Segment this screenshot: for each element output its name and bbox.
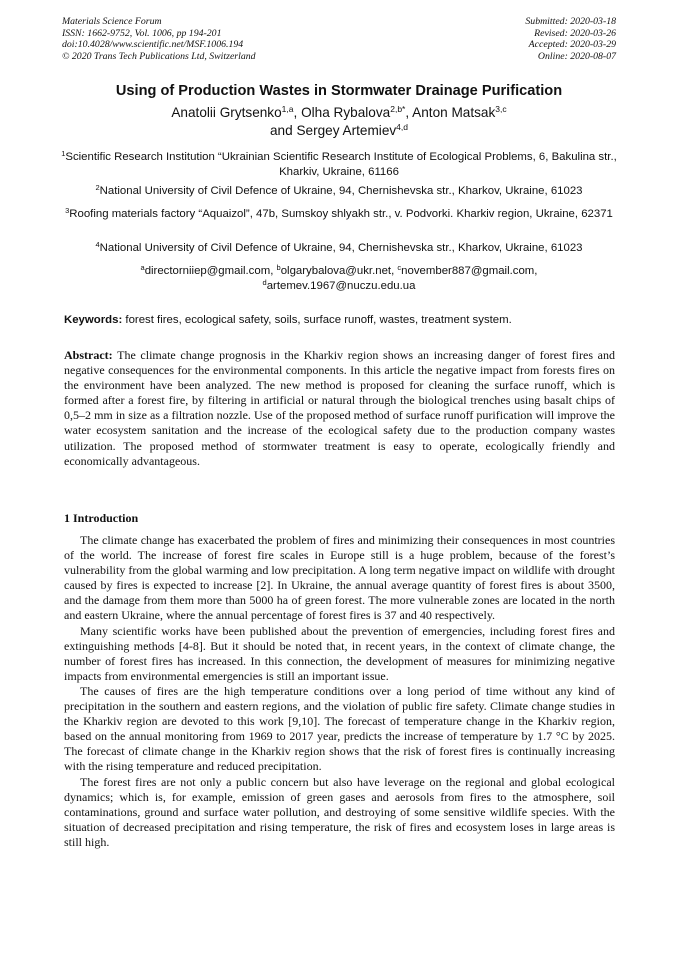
date-submitted: Submitted: 2020-03-18	[525, 16, 616, 27]
affiliation-text: Scientific Research Institution “Ukrainian Scientific Research Institute of Ecological Problems, 6, Bakulina str., Kharkiv, Ukraine, 61166	[65, 151, 617, 178]
email-mark: d	[262, 278, 267, 287]
introduction-body	[64, 533, 615, 850]
affiliation-text: National University of Civil Defence of Ukraine, 94, Chernishevska str., Kharkov, Ukraine, 61023	[99, 242, 583, 254]
affiliation-mark: 4	[95, 240, 100, 249]
affiliation-text: National University of Civil Defence of Ukraine, 94, Chernishevska str., Kharkov, Ukraine, 61023	[99, 185, 583, 197]
author-affiliation-mark: 3,c	[495, 104, 507, 114]
email-mark: a	[140, 263, 145, 272]
author-affiliation-mark: 4,d	[396, 122, 408, 132]
author-name: and Sergey Artemiev	[269, 123, 397, 138]
keywords-label: Keywords:	[64, 314, 123, 326]
keywords	[64, 313, 624, 328]
keywords-text: forest fires, ecological safety, soils, surface runoff, wastes, treatment system.	[125, 314, 512, 326]
affiliation	[48, 207, 630, 222]
affiliation-mark: 2	[95, 183, 100, 192]
author-emails: $^a$directorniiep@gmail.com, $^b$olgarybalova@ukr.net, $^c$november887@gmail.com, $^d$artemev.1967@nuczu.edu.ua	[140, 263, 538, 292]
author-name: Olha Rybalova	[301, 105, 391, 120]
date-accepted: Accepted: 2020-03-29	[528, 39, 616, 50]
abstract-label: Abstract:	[64, 348, 113, 362]
section-heading: 1 Introduction	[64, 511, 139, 525]
journal-issn: ISSN: 1662-9752, Vol. 1006, pp 194-201	[62, 27, 222, 39]
paragraph: The forest fires are not only a public concern but also have leverage on the regional and global ecological dynamics; which is, for example, emission of green gases and aerosols from fires to the atmosphere, soil contaminations, ground and surface water pollution, and destroying of some sensitive wildlife species. With the situation of decreased precipitation and rising temperature, the risk of fires and ecosystem loses in large areas is still high.	[64, 774, 615, 849]
author-name: Anton Matsak	[412, 105, 496, 120]
affiliation	[48, 184, 630, 199]
author-name: Anatolii Grytsenko	[171, 105, 282, 120]
author-affiliation-mark: 1,a	[281, 104, 294, 114]
date-online: Online: 2020-08-07	[537, 50, 616, 62]
paragraph: Many scientific works have been published about the prevention of emergencies, including forest fires and extinguishing methods [4-8]. But it should be noted that, in recent years, in the context of climate change, the number of forest fires has increased. In this connection, the development of measures for minimizing negative impacts from environmental emergencies is still an important issue.	[64, 623, 615, 683]
author-affiliation-mark: 2,b*	[390, 104, 406, 114]
author-list	[40, 104, 638, 140]
paper-title: Using of Production Wastes in Stormwater Drainage Purification	[115, 83, 563, 99]
affiliation-mark: 3	[65, 206, 70, 215]
author-separator: ,	[405, 105, 413, 120]
affiliation-text: Roofing materials factory “Aquaizol”, 47b, Sumskoy shlyakh str., v. Podvorki. Kharkiv region, Ukraine, 62371	[69, 208, 613, 220]
abstract-text: The climate change prognosis in the Kharkiv region shows an increasing danger of forest fires and negative consequences for the environmental components. In this article the negative impact from forests fires on the environment have been analyzed. The new method is proposed for cleaning the surface runoff, which is formed after a forest fire, by filtering in artificial or natural through the biological trenches using basalt chips of 0,5–2 mm in size as a filtration nozzle. Use of the proposed method of surface runoff purification will improve the water ecosystem sanitation and the increase of the ecological safety due to the production company wastes utilization. The proposed method of stormwater treatment is easy to operate, ecologically friendly and economically advantageous.	[64, 348, 615, 468]
email-link[interactable]: artemev.1967@nuczu.edu.ua	[266, 280, 416, 292]
journal-copyright: © 2020 Trans Tech Publications Ltd, Switzerland	[62, 50, 256, 62]
dates-header	[525, 16, 616, 62]
date-revised: Revised: 2020-03-26	[534, 27, 616, 39]
email-link[interactable]: november887@gmail.com	[401, 265, 535, 277]
email-link[interactable]: olgarybalova@ukr.net	[280, 265, 392, 277]
affiliation-mark: 1	[61, 149, 66, 158]
abstract	[64, 348, 615, 469]
author-separator: ,	[293, 105, 302, 120]
paragraph: The causes of fires are the high temperature conditions over a long period of time without any kind of precipitation in the southern and eastern regions, and the violation of public fire safety. Climate change studies in the Kharkiv region are devoted to this work [9,10]. The forecast of temperature change in the Kharkiv region, based on the annual monitoring from 1969 to 2017 year, predicts the increase of temperature by 1.7 °C by 2025. The forecast of climate change in the Kharkiv region shows that the risk of forest fires is continually increasing with the rising temperature and reduced precipitation.	[64, 683, 615, 774]
journal-name: Materials Science Forum	[62, 16, 162, 27]
paragraph: The climate change has exacerbated the problem of fires and minimizing their consequences in most countries of the world. The increase of forest fire scales in Europe still is a huge problem, because of the forest’s vulnerability from the global warming and low precipitation. A long term negative impact on wildlife with drought caused by fires is expected to increase [2]. In Ukraine, the annual average quantity of forest fires is about 3500, and the damage from them more than 5000 ha of green forest. The more vulnerable zones are located in the north and eastern Ukraine, where the annual percentage of forest fires is 37 and 40 respectively.	[64, 533, 615, 623]
email-mark: c	[397, 263, 402, 272]
email-mark: b	[276, 263, 281, 272]
journal-doi: doi:10.4028/www.scientific.net/MSF.1006.194	[62, 39, 244, 50]
affiliation	[48, 241, 630, 256]
affiliation	[48, 150, 630, 180]
email-link[interactable]: directorniiep@gmail.com	[144, 265, 271, 277]
journal-header	[62, 16, 256, 62]
